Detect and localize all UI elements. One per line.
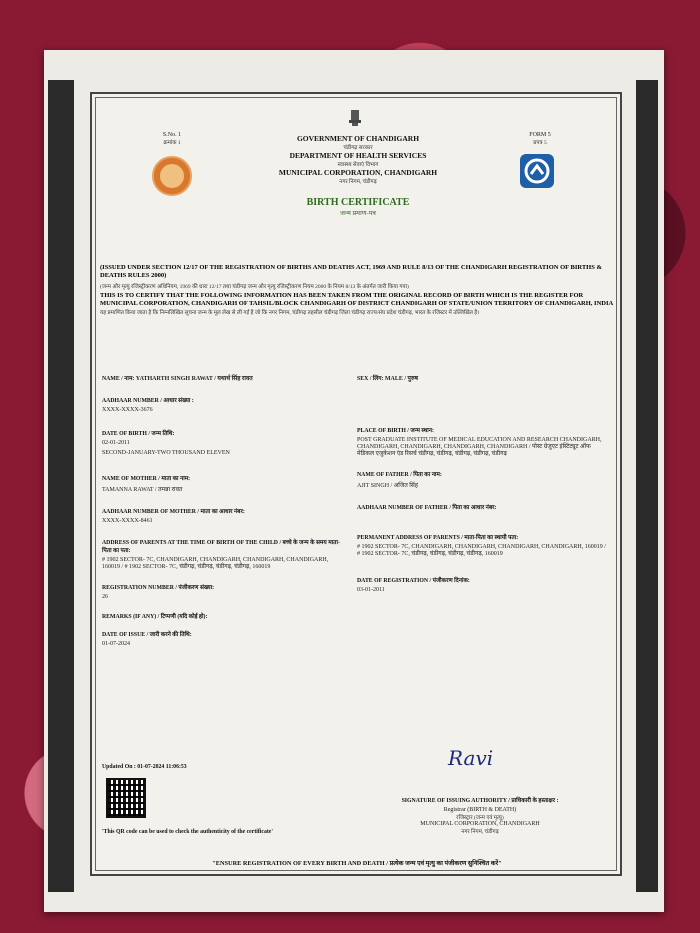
crs-logo-icon (520, 154, 554, 188)
permanent-address: # 1902 SECTOR- 7C, CHANDIGARH, CHANDIGARH, CHANDIGARH, CHANDIGARH, 160019 / # 1902 SECTOR- 7C, चंडीगढ़, चंडीगढ़, चंडीगढ़, चंडीगढ़, 160019 (357, 544, 606, 557)
registration-number: 26 (102, 594, 108, 600)
national-emblem-icon (348, 108, 362, 131)
header-block: GOVERNMENT OF CHANDIGARH चंडीगढ़ सरकार DEPARTMENT OF HEALTH SERVICES स्वास्थ्य सेवाएं विभाग MUNICIPAL CORPORATION, CHANDIGARH नगर निगम, चंडीगढ़ BIRTH CERTIFICATE जन्म प्रमाण-पत्र (212, 134, 504, 217)
government-title: GOVERNMENT OF CHANDIGARH (296, 134, 420, 143)
corporation-title: MUNICIPAL CORPORATION, CHANDIGARH (278, 168, 438, 177)
birth-address: # 1902 SECTOR- 7C, CHANDIGARH, CHANDIGARH, CHANDIGARH, CHANDIGARH, 160019 / # 1902 SECTOR- 7C, चंडीगढ़, चंडीगढ़, चंडीगढ़, चंडीगढ़, 160019 (102, 557, 329, 570)
qr-note: 'This QR code can be used to check the authenticity of the certificate' (102, 829, 273, 835)
mother-name: TAMANNA RAWAT / तमन्ना रावत (102, 487, 183, 493)
place-of-birth: POST GRADUATE INSTITUTE OF MEDICAL EDUCATION AND RESEARCH CHANDIGARH, CHANDIGARH, CHANDIGARH, CHANDIGARH, CHANDIGARH / पोस्ट ग्रेजुएट इंस्टिट्यूट ऑफ मेडिकल एजुकेशन एंड रिसर्च चंडीगढ़, चंडीगढ़, चंडीगढ़, चंडीगढ़, चंडीगढ़ (357, 437, 602, 457)
father-name: AJIT SINGH / अजित सिंह (357, 483, 419, 489)
certificate-paper (44, 50, 664, 912)
father-aadhaar: AADHAAR NUMBER OF FATHER / पिता का आधार नंबर: (357, 505, 497, 511)
form-number: FORM 5 प्रपत्र 5 (529, 132, 551, 146)
mother-aadhaar: XXXX-XXXX-8461 (102, 518, 153, 524)
registration-slogan: "ENSURE REGISTRATION OF EVERY BIRTH AND DEATH / प्रत्येक जन्म एवं मृत्यु का पंजीकरण सुनिश्चित करें" (212, 860, 502, 867)
certificate-title: BIRTH CERTIFICATE (306, 197, 410, 208)
registration-date: 03-01-2011 (357, 587, 385, 593)
sex-field: SEX / लिंग: MALE / पुरुष (357, 376, 419, 382)
dob-value: 02-01-2011 (102, 440, 130, 446)
right-column: SEX / लिंग: MALE / पुरुष PLACE OF BIRTH / जन्म स्थान: POST GRADUATE INSTITUTE OF MEDICAL EDUCATION AND RESEARCH CHANDIGARH, CHANDIGARH, CHANDIGARH, CHANDIGARH, CHANDIGARH / पोस्ट ग्रेजुएट इंस्टिट्यूट ऑफ मेडिकल एजुकेशन एंड रिसर्च चंडीगढ़, चंडीगढ़, चंडीगढ़, चंडीगढ़, चंडीगढ़ NAME OF FATHER / पिता का नाम: AJIT SINGH / अजित सिंह AADHAAR NUMBER OF FATHER / पिता का आधार नंबर: PERMANENT ADDRESS OF PARENTS / माता-पिता का स्थायी पता: # 1902 SECTOR- 7C, CHANDIGARH, CHANDIGARH, CHANDIGARH, CHANDIGARH, 160019 / # 1902 SECTOR- 7C, चंडीगढ़, चंडीगढ़, चंडीगढ़, चंडीगढ़, 160019 DATE OF REGISTRATION / पंजीकरण दिनांक: 03-01-2011 (357, 376, 606, 593)
scan-shadow-right (636, 80, 658, 892)
serial-number: S.No. 1 क्रमांक 1 (162, 132, 182, 146)
name-field: NAME / नाम: YATHARTH SINGH RAWAT / यथार्थ सिंह रावत (102, 376, 253, 382)
scan-shadow-left (48, 80, 74, 892)
qr-code-icon[interactable] (106, 778, 146, 818)
aadhaar-value: XXXX-XXXX-3676 (102, 407, 153, 413)
certify-text: THIS IS TO CERTIFY THAT THE FOLLOWING INFORMATION HAS BEEN TAKEN FROM THE ORIGINAL RECORD OF BIRTH WHICH IS THE REGISTER FOR MUNICIPAL CORPORATION, CHANDIGARH OF TAHSIL/BLOCK CHANDIGARH OF DISTRICT CHANDIGARH OF STATE/UNION TERRITORY OF CHANDIGARH, INDIA (100, 292, 614, 307)
updated-on: Updated On : 01-07-2024 11:06:53 (102, 764, 187, 770)
signature: Ravi (448, 746, 494, 770)
issuing-authority: SIGNATURE OF ISSUING AUTHORITY / प्राधिकारी के हस्ताक्षर : Registrar (BIRTH & DEATH) रजिस्ट्रार (जन्म एवं मृत्यु) MUNICIPAL CORPORATION, CHANDIGARH नगर निगम, चंडीगढ़ (401, 798, 559, 835)
department-title: DEPARTMENT OF HEALTH SERVICES (289, 151, 427, 160)
chandigarh-seal-icon (152, 156, 192, 196)
left-column: NAME / नाम: YATHARTH SINGH RAWAT / यथार्थ सिंह रावत AADHAAR NUMBER / आधार संख्या : XXXX-XXXX-3676 DATE OF BIRTH / जन्म तिथि: 02-01-2011 SECOND-JANUARY-TWO THOUSAND ELEVEN NAME OF MOTHER / माता का नाम: TAMANNA RAWAT / तमन्ना रावत AADHAAR NUMBER OF MOTHER / माता का आधार नंबर: XXXX-XXXX-8461 ADDRESS OF PARENTS AT THE TIME OF BIRTH OF THE CHILD / बच्चे के जन्म के समय माता-पिता का पता: # 1902 SECTOR- 7C, CHANDIGARH, CHANDIGARH, CHANDIGARH, CHANDIGARH, 160019 / # 1902 SECTOR- 7C, चंडीगढ़, चंडीगढ़, चंडीगढ़, चंडीगढ़, 160019 REGISTRATION NUMBER / पंजीकरण संख्या: 26 REMARKS (IF ANY) / टिप्पणी (यदि कोई हो): DATE OF ISSUE / जारी करने की तिथि: 01-07-2024 (102, 374, 342, 647)
issue-date: 01-07-2024 (102, 641, 130, 647)
remarks: REMARKS (IF ANY) / टिप्पणी (यदि कोई हो): (102, 614, 208, 620)
dob-words: SECOND-JANUARY-TWO THOUSAND ELEVEN (102, 450, 230, 456)
issued-under-text: (ISSUED UNDER SECTION 12/17 OF THE REGISTRATION OF BIRTHS AND DEATHS ACT, 1969 AND RULE 8/13 OF THE CHANDIGARH REGISTRATION OF BIRTHS & DEATHS RULES 2000) (100, 264, 602, 279)
certificate-frame (90, 92, 622, 876)
intro-block: (ISSUED UNDER SECTION 12/17 OF THE REGISTRATION OF BIRTHS AND DEATHS ACT, 1969 AND RULE 8/13 OF THE CHANDIGARH REGISTRATION OF BIRTHS & DEATHS RULES 2000) (जन्म और मृत्यु रजिस्ट्रीकरण अधिनियम, 1969 की धारा 12/17 तथा चंडीगढ़ जन्म और मृत्यु रजिस्ट्रीकरण नियम 2000 के नियम 8/13 के अंतर्गत जारी किया गया) THIS IS TO CERTIFY THAT THE FOLLOWING INFORMATION HAS BEEN TAKEN FROM THE ORIGINAL RECORD OF BIRTH WHICH IS THE REGISTER FOR MUNICIPAL CORPORATION, CHANDIGARH OF TAHSIL/BLOCK CHANDIGARH OF DISTRICT CHANDIGARH OF STATE/UNION TERRITORY OF CHANDIGARH, INDIA यह प्रमाणित किया जाता है कि निम्नलिखित सूचना जन्म के मूल लेख से ली गई है जो कि नगर निगम, चंडीगढ़ तहसील चंडीगढ़ जिला चंडीगढ़ राज्य/संघ प्रदेश चंडीगढ़, भारत के रजिस्टर में उल्लिखित है। (100, 264, 614, 316)
